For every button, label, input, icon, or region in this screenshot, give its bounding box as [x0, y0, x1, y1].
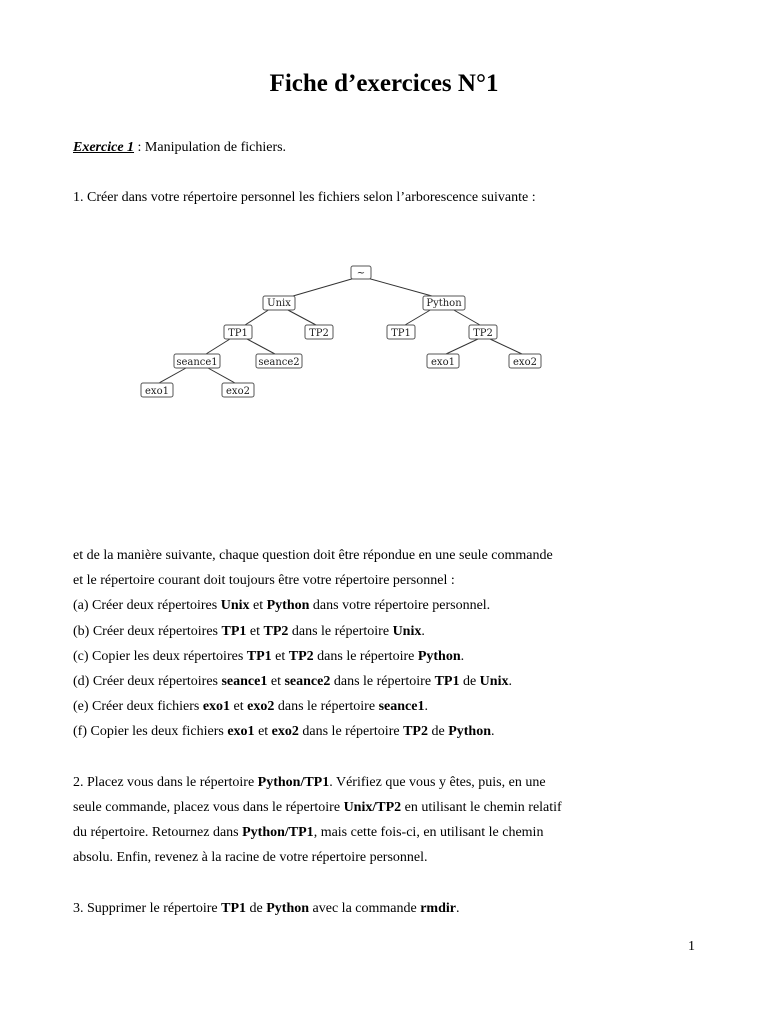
text-run: dans le répertoire — [298, 724, 404, 740]
text-run: du répertoire. Retournez dans — [73, 825, 243, 841]
tree-node-seance1-exo2 — [222, 383, 254, 397]
bold-term: exo2 — [247, 699, 275, 715]
tree-node-python — [423, 296, 465, 310]
tree-node-seance2 — [256, 354, 302, 368]
exercise-label: Exercice 1 — [73, 140, 135, 155]
text-run: dans votre répertoire personnel. — [309, 598, 491, 614]
paragraph-gap — [73, 745, 562, 770]
question-1-intro: 1. Créer dans votre répertoire personnel les fichiers selon l’arborescence suivante : — [73, 190, 536, 205]
text-run: et — [271, 648, 289, 664]
text-run: (f) Copier les deux fichiers — [73, 724, 228, 740]
bold-term: seance2 — [284, 674, 331, 690]
bold-term: TP1 — [246, 648, 272, 664]
text-run: dans le répertoire — [313, 648, 418, 664]
svg-text:Python: Python — [426, 298, 462, 309]
tree-edge — [245, 309, 270, 325]
directory-tree-diagram — [0, 255, 768, 415]
bold-term: Unix — [220, 598, 250, 614]
bold-term: Python — [266, 900, 310, 916]
bold-term: TP1 — [221, 900, 247, 916]
paragraph-3 — [73, 896, 562, 921]
text-run: de — [459, 674, 480, 690]
bold-term: exo2 — [271, 724, 299, 740]
exercise-subtitle: : Manipulation de fichiers. — [134, 140, 287, 155]
bold-term: TP2 — [288, 648, 314, 664]
paragraph-2 — [73, 770, 562, 871]
svg-text:TP2: TP2 — [309, 328, 329, 339]
tree-edge — [490, 339, 522, 354]
text-line — [73, 694, 562, 719]
tree-edge — [293, 278, 355, 296]
text-line — [73, 568, 562, 593]
text-run: . — [460, 648, 465, 664]
tree-edge — [206, 339, 230, 354]
text-line — [73, 644, 562, 669]
svg-text:exo1: exo1 — [431, 357, 455, 368]
svg-text:seance2: seance2 — [258, 357, 300, 368]
paragraph-gap — [73, 871, 562, 896]
svg-text:exo1: exo1 — [145, 386, 169, 397]
text-run: de — [246, 900, 267, 916]
text-run: et de la manière suivante, chaque question doit être répondue en une seule commande — [73, 548, 553, 563]
tree-node-python-exo1 — [427, 354, 459, 368]
page-number: 1 — [688, 939, 695, 954]
tree-node-unix-tp2 — [305, 325, 333, 339]
svg-text:~: ~ — [356, 268, 366, 279]
tree-edge — [159, 368, 186, 383]
tree-edge — [208, 368, 235, 383]
text-line — [73, 593, 562, 618]
text-run: (e) Créer deux fichiers — [73, 699, 203, 715]
text-run: (d) Créer deux répertoires — [73, 674, 222, 690]
text-run: dans le répertoire — [330, 674, 435, 690]
bold-term: TP2 — [403, 724, 428, 740]
bold-term: Python/TP1 — [257, 774, 330, 790]
svg-text:TP2: TP2 — [473, 328, 493, 339]
text-run: en utilisant le chemin relatif — [401, 800, 562, 816]
svg-text:exo2: exo2 — [513, 357, 537, 368]
bold-term: TP1 — [221, 623, 247, 639]
bold-term: TP2 — [263, 623, 289, 639]
text-run: et le répertoire courant doit toujours être votre répertoire personnel : — [73, 573, 455, 589]
tree-node-python-tp2 — [469, 325, 497, 339]
text-line — [73, 543, 562, 568]
svg-text:Unix: Unix — [267, 298, 291, 309]
bold-term: Python — [417, 648, 461, 664]
svg-text:TP1: TP1 — [391, 328, 411, 339]
text-run: et — [230, 699, 248, 715]
text-line — [73, 845, 562, 870]
text-run: . — [508, 674, 512, 690]
text-line — [73, 896, 562, 921]
text-run: absolu. Enfin, revenez à la racine de votre répertoire personnel. — [73, 850, 428, 866]
text-run: . — [424, 699, 428, 715]
bold-term: seance1 — [221, 674, 268, 690]
text-run: . — [421, 623, 425, 639]
text-run: dans le répertoire — [288, 623, 393, 639]
bold-term: Python — [448, 724, 491, 740]
svg-text:seance1: seance1 — [176, 357, 218, 368]
text-run: . — [490, 724, 495, 740]
tree-node-seance1 — [174, 354, 220, 368]
tree-node-root — [351, 266, 371, 279]
tree-edge — [367, 278, 432, 296]
text-run: et — [267, 674, 285, 690]
text-run: . — [455, 900, 460, 916]
bold-term: Python/TP1 — [242, 825, 314, 841]
text-run: de — [427, 724, 449, 740]
tree-node-seance1-exo1 — [141, 383, 173, 397]
tree-node-python-exo2 — [509, 354, 541, 368]
text-line — [73, 669, 562, 694]
tree-edge — [446, 339, 478, 354]
tree-edge — [452, 309, 480, 325]
text-line — [73, 719, 562, 744]
text-run: avec la commande — [309, 900, 421, 916]
text-line — [73, 770, 562, 795]
text-run: (c) Copier les deux répertoires — [73, 648, 247, 664]
text-run: (b) Créer deux répertoires — [73, 623, 222, 639]
bold-term: TP1 — [434, 674, 460, 690]
text-line — [73, 795, 562, 820]
text-run: et — [254, 724, 272, 740]
text-run: . Vérifiez que vous y êtes, puis, en une — [329, 774, 546, 790]
bold-term: rmdir — [420, 900, 456, 916]
svg-text:exo2: exo2 — [226, 386, 250, 397]
text-run: et — [249, 598, 267, 614]
bold-term: seance1 — [378, 699, 425, 715]
tree-edge — [286, 309, 316, 325]
text-run: dans le répertoire — [274, 699, 379, 715]
instructions-body — [73, 543, 562, 921]
text-run: 2. Placez vous dans le répertoire — [73, 774, 258, 790]
tree-node-unix — [263, 296, 295, 310]
tree-edge — [405, 309, 432, 325]
paragraph-1 — [73, 543, 562, 745]
tree-node-python-tp1 — [387, 325, 415, 339]
bold-term: Unix — [392, 623, 422, 639]
text-run: seule commande, placez vous dans le répertoire — [73, 800, 344, 816]
svg-text:TP1: TP1 — [228, 328, 248, 339]
text-run: et — [246, 623, 264, 639]
text-line — [73, 619, 562, 644]
text-run: , mais cette fois-ci, en utilisant le chemin — [313, 825, 544, 841]
bold-term: Python — [266, 598, 310, 614]
bold-term: Unix — [479, 674, 509, 690]
bold-term: exo1 — [202, 699, 231, 715]
page-title: Fiche d’exercices N°1 — [269, 70, 499, 97]
text-run: 3. Supprimer le répertoire — [73, 900, 222, 916]
tree-edge — [247, 339, 275, 354]
tree-node-unix-tp1 — [224, 325, 252, 339]
exercise-heading — [73, 140, 286, 156]
text-run: (a) Créer deux répertoires — [73, 598, 221, 614]
bold-term: Unix/TP2 — [343, 800, 402, 816]
bold-term: exo1 — [227, 724, 255, 740]
text-line — [73, 820, 562, 845]
